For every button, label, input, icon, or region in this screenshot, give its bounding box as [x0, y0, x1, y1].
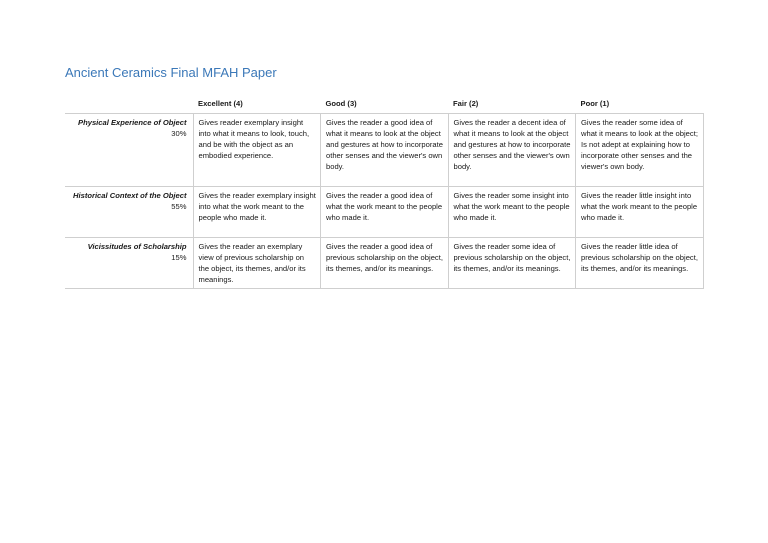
rubric-cell-excellent: Gives the reader exemplary insight into what the work meant to the people who made it. [193, 187, 321, 238]
rubric-cell-good: Gives the reader a good idea of previous scholarship on the object, its themes, and/or its meanings. [321, 238, 449, 289]
level-header-excellent: Excellent (4) [193, 95, 321, 114]
rubric-header-row [65, 95, 703, 114]
rubric-table [65, 95, 704, 289]
level-header-good: Good (3) [321, 95, 449, 114]
level-header-poor: Poor (1) [576, 95, 704, 114]
criterion-name: Historical Context of the Object [73, 191, 187, 200]
rubric-row-physical-experience [65, 114, 703, 187]
rubric-cell-poor: Gives the reader little insight into what the work meant to the people who made it. [576, 187, 704, 238]
rubric-cell-excellent: Gives the reader an exemplary view of previous scholarship on the object, its themes, and/or its meanings. [193, 238, 321, 289]
rubric-cell-good: Gives the reader a good idea of what it means to look at the object and gestures at how to incorporate other senses and the viewer's own body. [321, 114, 449, 187]
criterion-weight: 55% [171, 202, 187, 211]
rubric-cell-poor: Gives the reader some idea of what it means to look at the object; Is not adept at explaining how to incorporate other senses and the viewer's own body. [576, 114, 704, 187]
rubric-cell-fair: Gives the reader some insight into what the work meant to the people who made it. [448, 187, 576, 238]
rubric-cell-poor: Gives the reader little idea of previous scholarship on the object, its themes, and/or its meanings. [576, 238, 704, 289]
criterion-cell [65, 114, 193, 187]
criterion-name: Physical Experience of Object [78, 118, 187, 127]
rubric-cell-fair: Gives the reader a decent idea of what it means to look at the object and gestures at how to incorporate other senses and the viewer's own body. [448, 114, 576, 187]
rubric-row-historical-context [65, 187, 703, 238]
rubric-row-vicissitudes-scholarship [65, 238, 703, 289]
rubric-cell-good: Gives the reader a good idea of what the work meant to the people who made it. [321, 187, 449, 238]
criterion-cell [65, 187, 193, 238]
criterion-cell [65, 238, 193, 289]
criterion-name: Vicissitudes of Scholarship [87, 242, 187, 251]
criterion-column-header [65, 95, 193, 114]
page-title: Ancient Ceramics Final MFAH Paper [65, 65, 277, 80]
criterion-weight: 30% [171, 129, 187, 138]
rubric-cell-fair: Gives the reader some idea of previous scholarship on the object, its themes, and/or its meanings. [448, 238, 576, 289]
rubric-cell-excellent: Gives reader exemplary insight into what it means to look, touch, and be with the object as an embodied experience. [193, 114, 321, 187]
level-header-fair: Fair (2) [448, 95, 576, 114]
criterion-weight: 15% [171, 253, 187, 262]
